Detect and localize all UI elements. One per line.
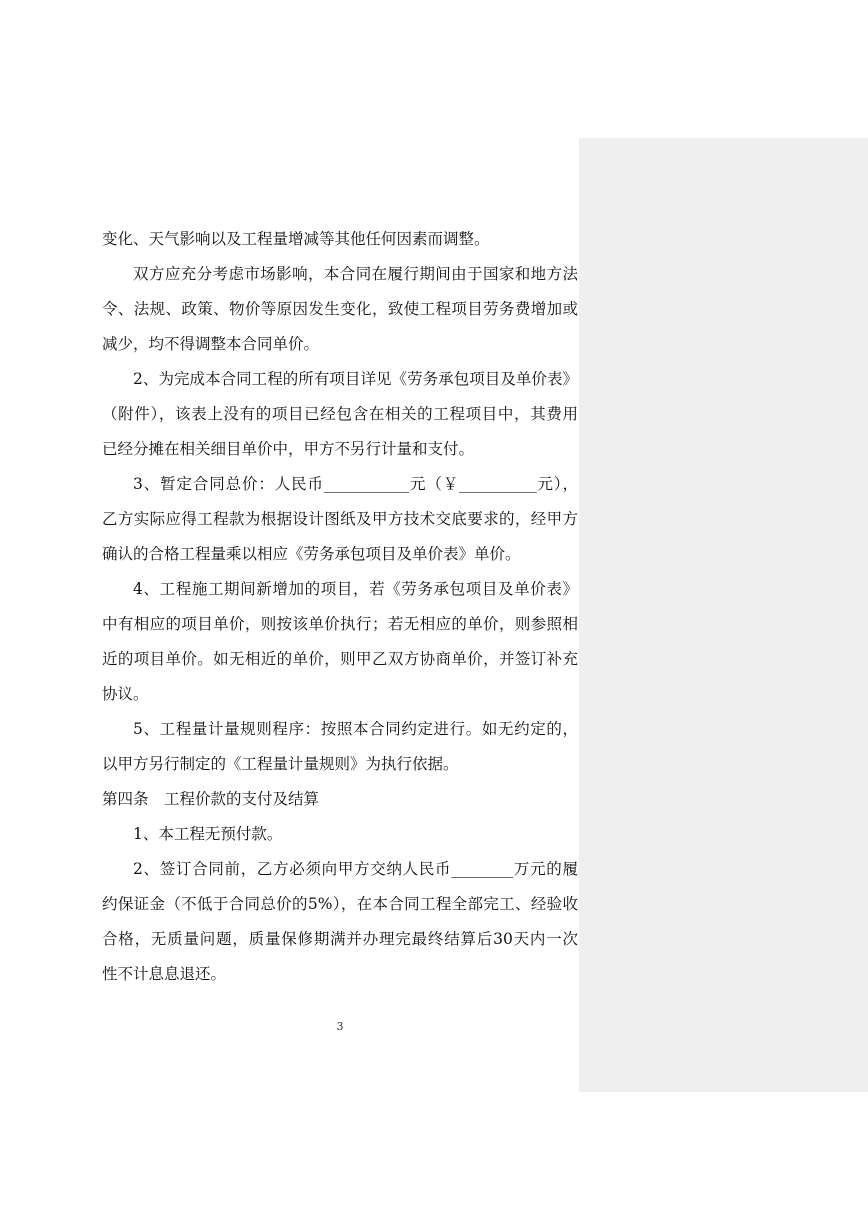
paragraph-line: 协议。 (102, 685, 149, 703)
paragraph-line: 2、签订合同前，乙方必须向甲方交纳人民币________万元的履 (133, 860, 578, 878)
paragraph-line: 2、为完成本合同工程的所有项目详见《劳务承包项目及单价表》 (133, 370, 578, 388)
paragraph-line: 变化、天气影响以及工程量增减等其他任何因素而调整。 (102, 230, 490, 248)
paragraph-line: 约保证金（不低于合同总价的5%），在本合同工程全部完工、经验收 (102, 895, 578, 913)
page-number: 3 (336, 1020, 344, 1033)
paragraph-line: （附件），该表上没有的项目已经包含在相关的工程项目中，其费用 (102, 405, 578, 423)
paragraph-line: 4、工程施工期间新增加的项目，若《劳务承包项目及单价表》 (133, 580, 578, 598)
paragraph-line: 令、法规、政策、物价等原因发生变化，致使工程项目劳务费增加或 (102, 300, 578, 318)
paragraph-line: 3、暂定合同总价：人民币___________元（￥__________元）， (133, 475, 578, 493)
section-heading: 第四条 工程价款的支付及结算 (102, 790, 320, 808)
paragraph-line: 近的项目单价。如无相近的单价，则甲乙双方协商单价，并签订补充 (102, 650, 578, 668)
paragraph-line: 已经分摊在相关细目单价中，甲方不另行计量和支付。 (102, 440, 475, 458)
comment-pane (579, 138, 868, 1092)
document-body (102, 222, 578, 992)
paragraph-line: 性不计息息退还。 (102, 965, 227, 983)
paragraph-line: 双方应充分考虑市场影响，本合同在履行期间由于国家和地方法 (133, 265, 578, 283)
paragraph-line: 以甲方另行制定的《工程量计量规则》为执行依据。 (102, 755, 459, 773)
paragraph-line: 乙方实际应得工程款为根据设计图纸及甲方技术交底要求的，经甲方 (102, 510, 578, 528)
paragraph-line: 合格，无质量问题，质量保修期满并办理完最终结算后30天内一次 (102, 930, 578, 948)
paragraph-line: 1、本工程无预付款。 (133, 825, 283, 843)
paragraph-line: 减少，均不得调整本合同单价。 (102, 335, 320, 353)
paragraph-line: 5、工程量计量规则程序：按照本合同约定进行。如无约定的， (133, 720, 578, 738)
paragraph-line: 确认的合格工程量乘以相应《劳务承包项目及单价表》单价。 (102, 545, 521, 563)
paragraph-line: 中有相应的项目单价，则按该单价执行；若无相应的单价，则参照相 (102, 615, 578, 633)
